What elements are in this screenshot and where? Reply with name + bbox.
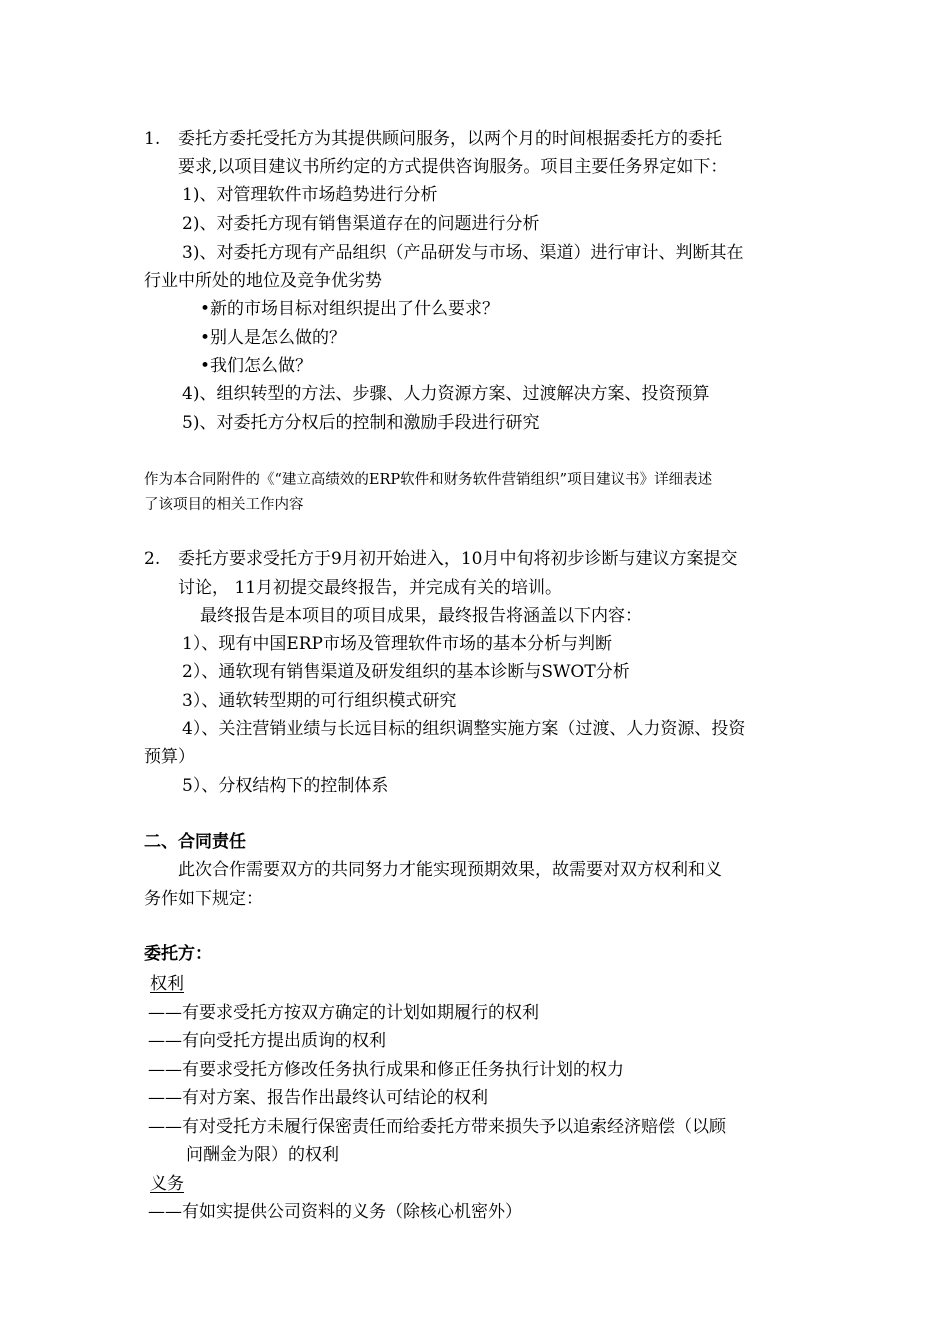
- right-item: ——有对方案、报告作出最终认可结论的权利: [148, 1088, 488, 1108]
- duty-item: ——有如实提供公司资料的义务（除核心机密外）: [148, 1202, 522, 1222]
- report-item: 5）、分权结构下的控制体系: [182, 776, 389, 796]
- report-item-continuation: 预算）: [144, 747, 195, 767]
- client-heading: 委托方：: [144, 944, 212, 964]
- right-item: ——有要求受托方修改任务执行成果和修正任务执行计划的权力: [148, 1060, 624, 1080]
- duties-label: 义务: [150, 1174, 184, 1194]
- right-item: ——有要求受托方按双方确定的计划如期履行的权利: [148, 1003, 539, 1023]
- task-item: 3)、对委托方现有产品组织（产品研发与市场、渠道）进行审计、判断其在: [182, 243, 744, 263]
- contract-para-line1: 此次合作需要双方的共同努力才能实现预期效果，故需要对双方权利和义: [178, 860, 722, 880]
- annex-note-line2: 了该项目的相关工作内容: [144, 497, 304, 513]
- section2-intro: 最终报告是本项目的项目成果，最终报告将涵盖以下内容：: [200, 606, 642, 626]
- task-item: 5)、对委托方分权后的控制和激励手段进行研究: [182, 413, 540, 433]
- right-item: ——有对受托方未履行保密责任而给委托方带来损失予以追索经济赔偿（以顾: [148, 1117, 726, 1137]
- section2-line2: 讨论， 11月初提交最终报告，并完成有关的培训。: [178, 578, 563, 598]
- contract-heading: 二、合同责任: [144, 832, 246, 852]
- rights-label: 权利: [150, 974, 184, 994]
- bullet-item: •新的市场目标对组织提出了什么要求？: [200, 299, 500, 319]
- section1-line2: 要求,以项目建议书所约定的方式提供咨询服务。项目主要任务界定如下：: [178, 157, 728, 177]
- report-item: 1）、现有中国ERP市场及管理软件市场的基本分析与判断: [182, 634, 612, 654]
- section1-number: 1.: [144, 129, 161, 149]
- contract-para-line2: 务作如下规定：: [144, 889, 263, 909]
- right-item: ——有向受托方提出质询的权利: [148, 1031, 386, 1051]
- section2-number: 2.: [144, 549, 161, 569]
- report-item: 4）、关注营销业绩与长远目标的组织调整实施方案（过渡、人力资源、投资: [182, 719, 746, 739]
- annex-note-line1: 作为本合同附件的《“建立高绩效的ERP软件和财务软件营销组织”项目建议书》详细表述: [144, 472, 713, 488]
- bullet-item: •我们怎么做？: [200, 356, 313, 376]
- report-item: 3）、通软转型期的可行组织模式研究: [182, 691, 457, 711]
- section2-line1: 委托方要求受托方于9月初开始进入，10月中旬将初步诊断与建议方案提交: [178, 549, 738, 569]
- task-item: 2)、对委托方现有销售渠道存在的问题进行分析: [182, 214, 540, 234]
- report-item: 2）、通软现有销售渠道及研发组织的基本诊断与SWOT分析: [182, 662, 630, 682]
- task-item-continuation: 行业中所处的地位及竞争优劣势: [144, 271, 382, 291]
- right-item-continuation: 问酬金为限）的权利: [186, 1145, 339, 1165]
- task-item: 4)、组织转型的方法、步骤、人力资源方案、过渡解决方案、投资预算: [182, 384, 710, 404]
- section1-line1: 委托方委托受托方为其提供顾问服务，以两个月的时间根据委托方的委托: [178, 129, 722, 149]
- task-item: 1)、对管理软件市场趋势进行分析: [182, 185, 438, 205]
- bullet-item: •别人是怎么做的？: [200, 328, 347, 348]
